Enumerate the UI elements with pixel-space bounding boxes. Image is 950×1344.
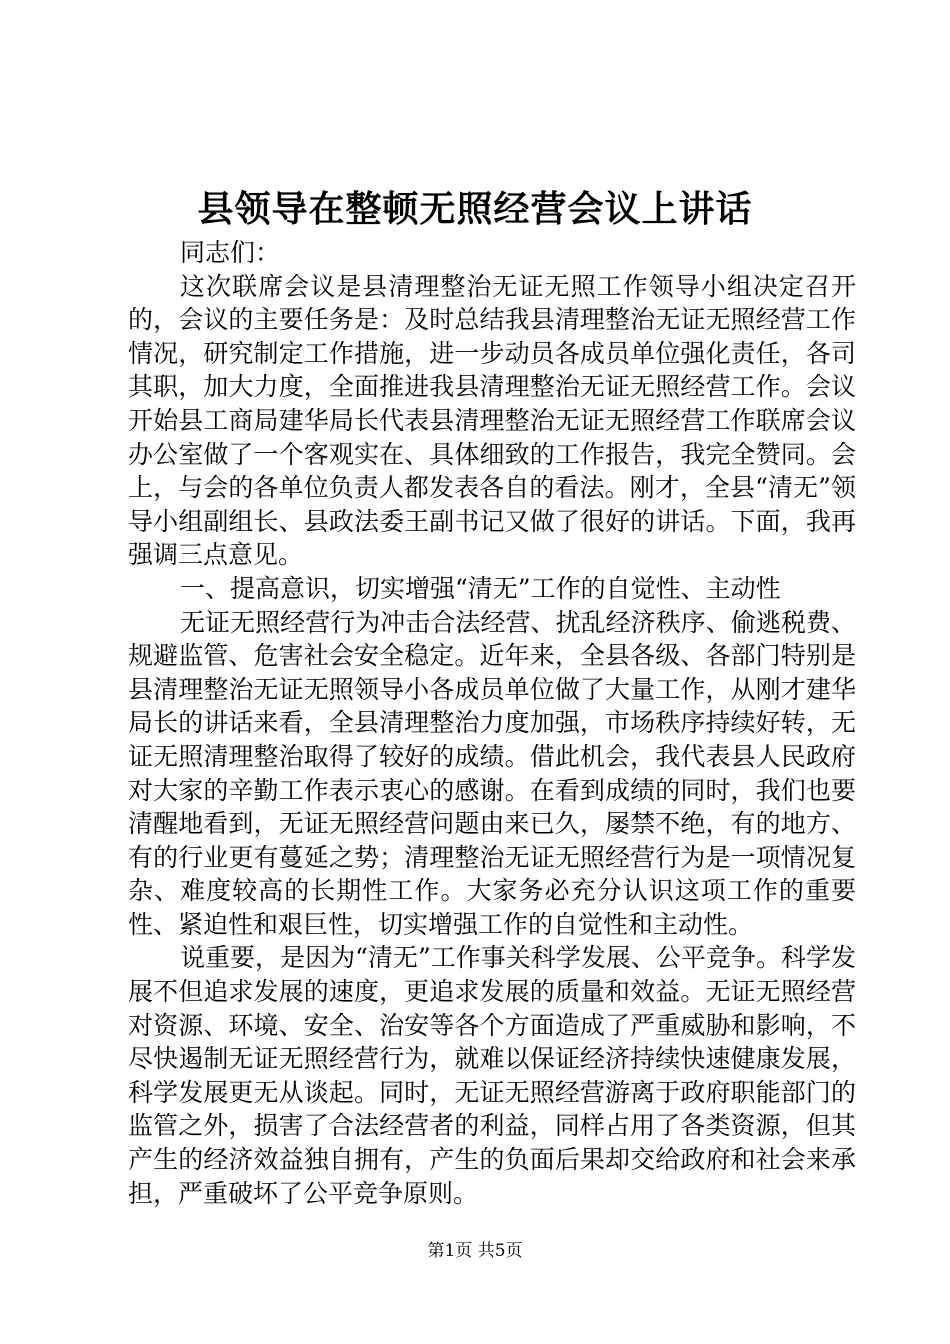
section-heading: 一、提高意识，切实增强“清无”工作的自觉性、主动性 <box>180 573 781 603</box>
page-number: 第1页 共5页 <box>427 1241 523 1261</box>
document-body <box>128 236 856 1210</box>
paragraph-body: 说重要，是因为“清无”工作事关科学发展、公平竞争。科学发展不但追求发展的速度，更追求发展的质量和效益。无证无照经营对资源、环境、安全、治安等各个方面造成了严重威胁和影响，不尽快遏制无证无照经营行为，就难以保证经济持续快速健康发展，科学发展更无从谈起。同时，无证无照经营游离于政府职能部门的监管之外，损害了合法经营者的利益，同样占用了各类资源，但其产生的经济效益独自拥有，产生的负面后果却交给政府和社会来承担，严重破坏了公平竞争原则。 <box>128 943 856 1208</box>
salutation: 同志们： <box>180 238 281 267</box>
document-title: 县领导在整顿无照经营会议上讲话 <box>197 188 753 230</box>
paragraph-body: 无证无照经营行为冲击合法经营、扰乱经济秩序、偷逃税费、规避监管、危害社会安全稳定。近年来，全县各级、各部门特别是县清理整治无证无照领导小各成员单位做了大量工作，从刚才建华局长的讲话来看，全县清理整治力度加强，市场秩序持续好转，无证无照清理整治取得了较好的成绩。借此机会，我代表县人民政府对大家的辛勤工作表示衷心的感谢。在看到成绩的同时，我们也要清醒地看到，无证无照经营问题由来已久，屡禁不绝，有的地方、有的行业更有蔓延之势；清理整治无证无照经营行为是一项情况复杂、难度较高的长期性工作。大家务必充分认识这项工作的重要性、紧迫性和艰巨性，切实增强工作的自觉性和主动性。 <box>128 607 856 939</box>
paragraph-intro: 这次联席会议是县清理整治无证无照工作领导小组决定召开的，会议的主要任务是：及时总结我县清理整治无证无照经营工作情况，研究制定工作措施，进一步动员各成员单位强化责任，各司其职，加大力度，全面推进我县清理整治无证无照经营工作。会议开始县工商局建华局长代表县清理整治无证无照经营工作联席会议办公室做了一个客观实在、具体细致的工作报告，我完全赞同。会上，与会的各单位负责人都发表各自的看法。刚才，全县“清无”领导小组副组长、县政法委王副书记又做了很好的讲话。下面，我再强调三点意见。 <box>128 271 856 570</box>
